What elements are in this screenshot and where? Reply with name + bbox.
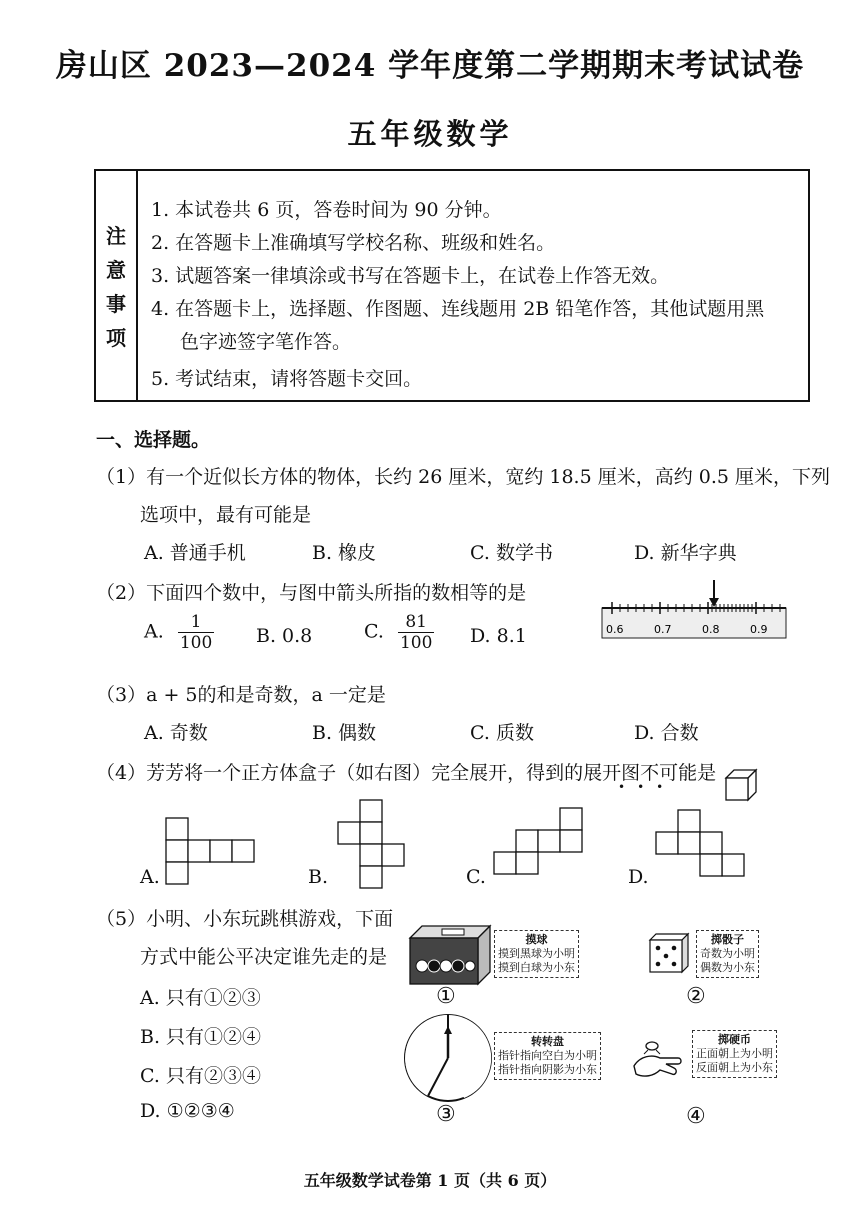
method-2-rule-1: 奇数为小明 — [700, 947, 755, 960]
q2-option-b: B. 0.8 — [256, 625, 313, 647]
q5-line2: 方式中能公平决定谁先走的是 — [140, 946, 388, 968]
q1-option-d: D. 新华字典 — [634, 542, 737, 564]
notice-item-4-cont: 色字迹签字笔作答。 — [180, 331, 352, 353]
notice-label-column — [96, 171, 138, 400]
notice-item-5: 5. 考试结束，请将答题卡交回。 — [151, 368, 423, 390]
emphasis-dots: ••• — [618, 780, 676, 794]
q1-option-a: A. 普通手机 — [144, 542, 246, 564]
net-c-figure — [488, 804, 588, 890]
net-d-figure — [650, 806, 750, 886]
method-3-rule-2: 指针指向阴影为小东 — [498, 1063, 597, 1076]
q4-label-d: D. — [628, 866, 649, 888]
method-1-number: ① — [436, 984, 456, 1009]
method-2-title: 掷骰子 — [711, 933, 744, 946]
method-4-number: ④ — [686, 1104, 706, 1129]
method-3-title: 转转盘 — [531, 1035, 564, 1048]
q2-option-d: D. 8.1 — [470, 625, 527, 647]
method-1-card — [494, 930, 579, 978]
method-3-card — [494, 1032, 601, 1080]
notice-label-char: 项 — [106, 326, 126, 350]
section-title: 一、选择题。 — [96, 429, 211, 451]
arrow-head-icon — [709, 598, 719, 607]
coin-toss-hand-icon — [630, 1036, 694, 1086]
q5-option-b: B. 只有①②④ — [140, 1026, 262, 1048]
method-4-rule-2: 反面朝上为小东 — [696, 1061, 773, 1074]
coin-icon — [646, 1042, 658, 1050]
q3-option-b: B. 偶数 — [312, 722, 377, 744]
method-2-number: ② — [686, 984, 706, 1009]
method-3-rule-1: 指针指向空白为小明 — [498, 1049, 597, 1062]
q1-option-b: B. 橡皮 — [312, 542, 377, 564]
page-footer: 五年级数学试卷第 1 页（共 6 页） — [303, 1171, 557, 1190]
q4-text: （4）芳芳将一个正方体盒子（如右图）完全展开，得到的展开图不可能是 — [96, 762, 717, 784]
q2-option-a-label: A. — [144, 620, 164, 643]
method-1-rule-1: 摸到黑球为小明 — [498, 947, 575, 960]
q2-option-c-fraction — [398, 612, 434, 653]
method-2-card — [696, 930, 759, 978]
exam-title: 房山区 2023—2024 学年度第二学期期末考试试卷 — [55, 48, 805, 84]
ruler-label-1: 0.7 — [654, 623, 672, 636]
q4-label-b: B. — [308, 866, 329, 888]
q3-option-d: D. 合数 — [634, 722, 699, 744]
q1-line1: （1）有一个近似长方体的物体，长约 26 厘米，宽约 18.5 厘米，高约 0.5 厘米，下列 — [96, 466, 831, 488]
method-3-number: ③ — [436, 1102, 456, 1127]
notice-box — [94, 169, 810, 402]
notice-item-2: 2. 在答题卡上准确填写学校名称、班级和姓名。 — [151, 232, 556, 254]
fraction-denominator: 100 — [399, 633, 433, 653]
fraction-numerator: 1 — [178, 612, 214, 633]
q5-option-c: C. 只有②③④ — [140, 1065, 261, 1087]
fraction-numerator: 81 — [398, 612, 434, 633]
dice-icon — [648, 932, 690, 974]
notice-label-char: 事 — [106, 292, 126, 316]
method-4-title: 掷硬币 — [718, 1033, 751, 1046]
q3-text: （3）a + 5的和是奇数，a 一定是 — [96, 684, 386, 706]
notice-item-3: 3. 试题答案一律填涂或书写在答题卡上，在试卷上作答无效。 — [151, 265, 670, 287]
cube-figure — [724, 768, 758, 802]
q4-label-a: A. — [140, 866, 160, 888]
q2-option-c — [364, 612, 434, 653]
spinner-figure — [402, 1012, 494, 1104]
q1-line2: 选项中，最有可能是 — [140, 504, 312, 526]
method-1-rule-2: 摸到白球为小东 — [498, 961, 575, 974]
notice-label-char: 注 — [106, 224, 126, 248]
q2-option-a-fraction — [178, 612, 214, 653]
method-4-card — [692, 1030, 777, 1078]
q5-line1: （5）小明、小东玩跳棋游戏，下面 — [96, 908, 394, 930]
method-4-rule-1: 正面朝上为小明 — [696, 1047, 773, 1060]
notice-item-1: 1. 本试卷共 6 页，答卷时间为 90 分钟。 — [151, 199, 502, 221]
ruler-label-0: 0.6 — [606, 623, 624, 636]
method-2-rule-2: 偶数为小东 — [700, 961, 755, 974]
method-1-title: 摸球 — [525, 933, 548, 946]
notice-label — [96, 219, 136, 355]
q2-text: （2）下面四个数中，与图中箭头所指的数相等的是 — [96, 582, 527, 604]
q5-option-d: D. ①②③④ — [140, 1100, 235, 1122]
net-b-figure — [334, 798, 414, 894]
ball-box-figure — [408, 924, 492, 986]
q1-option-c: C. 数学书 — [470, 542, 553, 564]
ruler-label-3: 0.9 — [750, 623, 768, 636]
q4-label-c: C. — [466, 866, 486, 888]
fraction-denominator: 100 — [179, 633, 213, 653]
notice-item-4: 4. 在答题卡上，选择题、作图题、连线题用 2B 铅笔作答，其他试题用黑 — [151, 298, 765, 320]
q5-option-a: A. 只有①②③ — [140, 987, 261, 1009]
q3-option-a: A. 奇数 — [144, 722, 208, 744]
net-a-figure — [160, 814, 260, 890]
exam-subtitle: 五年级数学 — [347, 117, 513, 151]
q3-option-c: C. 质数 — [470, 722, 534, 744]
notice-label-char: 意 — [106, 258, 126, 282]
q2-option-c-label: C. — [364, 620, 384, 643]
ruler-figure — [600, 578, 790, 640]
ruler-label-2: 0.8 — [702, 623, 720, 636]
q2-option-a — [144, 612, 214, 653]
